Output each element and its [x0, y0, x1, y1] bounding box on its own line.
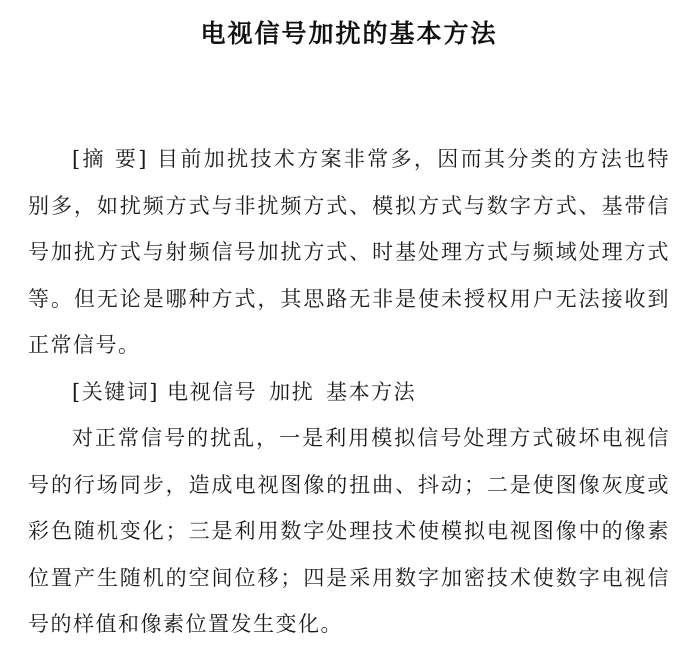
document-body [28, 136, 670, 648]
abstract-text: 目前加扰技术方案非常多，因而其分类的方法也特别多，如扰频方式与非扰频方式、模拟方式与数字方式、基带信号加扰方式与射频信号加扰方式、时基处理方式与频域处理方式等。但无论是哪种方式，其思路无非是使未授权用户无法接收到正常信号。 [28, 147, 670, 357]
keywords-label: [关键词] [72, 379, 159, 404]
abstract-paragraph [28, 136, 670, 369]
document-title: 电视信号加扰的基本方法 [200, 19, 498, 48]
abstract-label: [摘 要] [72, 147, 148, 171]
keyword-item: 电视信号 [167, 379, 258, 404]
keywords-paragraph [28, 369, 670, 416]
keyword-item: 加扰 [269, 379, 315, 404]
keyword-item: 基本方法 [326, 379, 417, 404]
body-paragraph: 对正常信号的扰乱，一是利用模拟信号处理方式破坏电视信号的行场同步，造成电视图像的扭曲、抖动；二是使图像灰度或彩色随机变化；三是利用数字处理技术使模拟电视图像中的像素位置产生随机的空间位移；四是采用数字加密技术使数字电视信号的样值和像素位置发生变化。 [28, 426, 670, 636]
